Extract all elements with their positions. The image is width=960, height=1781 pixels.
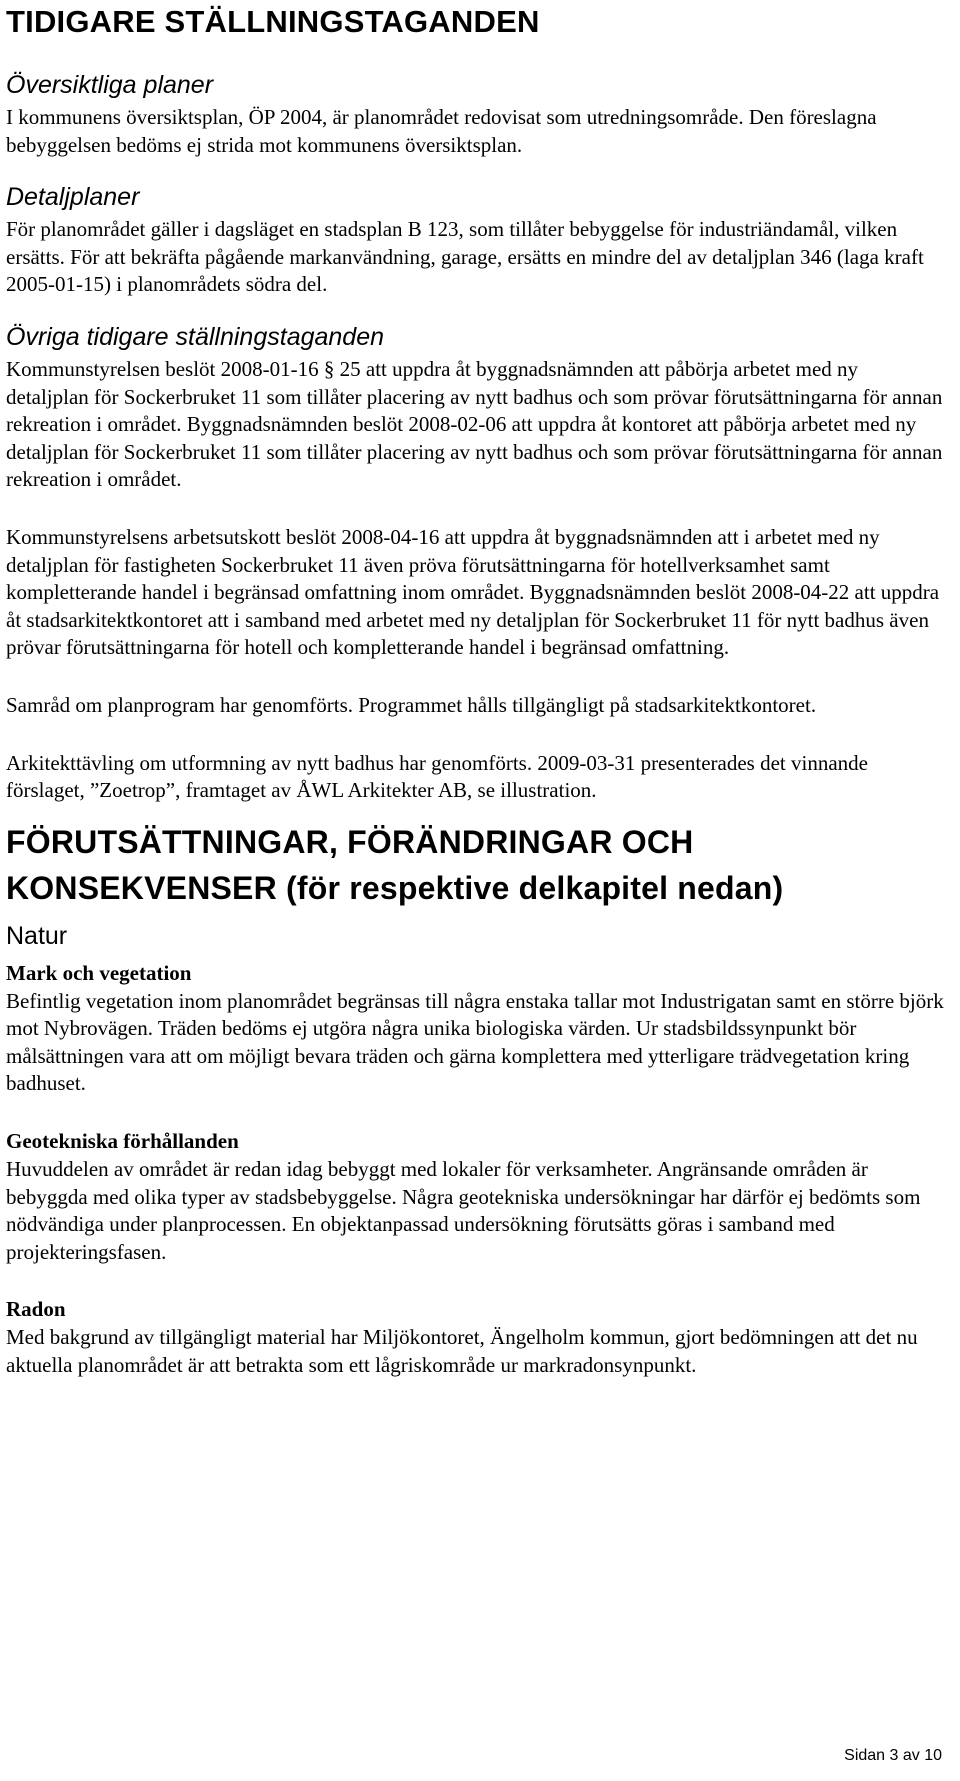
subheading-geotekniska: Geotekniska förhållanden (6, 1129, 239, 1154)
section-heading-forutsattningar: FÖRUTSÄTTNINGAR, FÖRÄNDRINGAR OCH KONSEKVENSER (för respektive delkapitel nedan) (6, 823, 784, 906)
page-number: Sidan 3 av 10 (844, 1747, 942, 1764)
paragraph-arbetsutskott: Kommunstyrelsens arbetsutskott beslöt 2008-04-16 att uppdra åt byggnadsnämnden att i arbetet med ny detaljplan för fastigheten Sockerbruket 11 även pröva förutsättningarna för hotellverksamhet samt kompletterande handel i begränsad omfattning inom området. Byggnadsnämnden beslöt 2008-04-22 att uppdra åt stadsarkitektkontoret att i samband med arbetet med ny detaljplan för Sockerbruket 11 för nytt badhus även prövar förutsättningarna för hotell och kompletterande handel i begränsad omfattning. (6, 524, 940, 660)
paragraph-oversiktliga-planer: I kommunens översiktsplan, ÖP 2004, är planområdet redovisat som utredningsområde. Den föreslagna bebyggelsen bedöms ej strida mot kommunens översiktsplan. (6, 105, 877, 157)
paragraph-mark-och-vegetation: Befintlig vegetation inom planområdet begränsas till några enstaka tallar mot Industrigatan samt en större björk mot Nybrovägen. Träden bedöms ej utgöra några unika biologiska värden. Ur stadsbildssynpunkt bör målsättningen vara att om möjligt bevara träden och gärna komplettera med ytterligare trädvegetation kring badhuset. (6, 988, 944, 1096)
document-page (6, 0, 946, 1380)
paragraph-samrad: Samråd om planprogram har genomförts. Programmet hålls tillgängligt på stadsarkitektkontoret. (6, 692, 817, 717)
section-heading-tidigare: TIDIGARE STÄLLNINGSTAGANDEN (6, 4, 540, 39)
subheading-detaljplaner: Detaljplaner (6, 183, 140, 212)
subheading-ovriga-stallningstaganden: Övriga tidigare ställningstaganden (6, 322, 385, 351)
paragraph-radon: Med bakgrund av tillgängligt material har Miljökontoret, Ängelholm kommun, gjort bedömningen att det nu aktuella planområdet är att betrakta som ett lågriskområde ur markradonsynpunkt. (6, 1325, 918, 1378)
paragraph-detaljplaner: För planområdet gäller i dagsläget en stadsplan B 123, som tillåter bebyggelse för industriändamål, vilken ersätts. För att bekräfta pågående markanvändning, garage, ersätts en mindre del av detaljplan 346 (laga kraft 2005-01-15) i planområdets södra del. (6, 217, 924, 297)
subheading-mark-och-vegetation: Mark och vegetation (6, 960, 192, 985)
paragraph-arkitekttavling: Arkitekttävling om utformning av nytt badhus har genomförts. 2009-03-31 presenterades det vinnande förslaget, ”Zoetrop”, framtaget av ÅWL Arkitekter AB, se illustration. (6, 750, 868, 803)
paragraph-kommunstyrelsen: Kommunstyrelsen beslöt 2008-01-16 § 25 att uppdra åt byggnadsnämnden att påbörja arbetet med ny detaljplan för Sockerbruket 11 som tillåter placering av nytt badhus och som prövar förutsättningarna för annan rekreation i området. Byggnadsnämnden beslöt 2008-02-06 att uppdra åt kontoret att påbörja arbetet med ny detaljplan för Sockerbruket 11 som tillåter placering av nytt badhus och som prövar förutsättningarna för annan rekreation i området. (6, 356, 943, 492)
subheading-radon: Radon (6, 1297, 66, 1322)
paragraph-geotekniska: Huvuddelen av området är redan idag bebyggt med lokaler för verksamheter. Angränsande områden är bebyggda med olika typer av stadsbebyggelse. Några geotekniska undersökningar har därför ej bedömts som nödvändiga under planprocessen. En objektanpassad undersökning förutsätts göras i samband med projekteringsfasen. (6, 1157, 921, 1264)
subheading-oversiktliga-planer: Översiktliga planer (6, 71, 214, 99)
subheading-natur: Natur (6, 921, 68, 950)
